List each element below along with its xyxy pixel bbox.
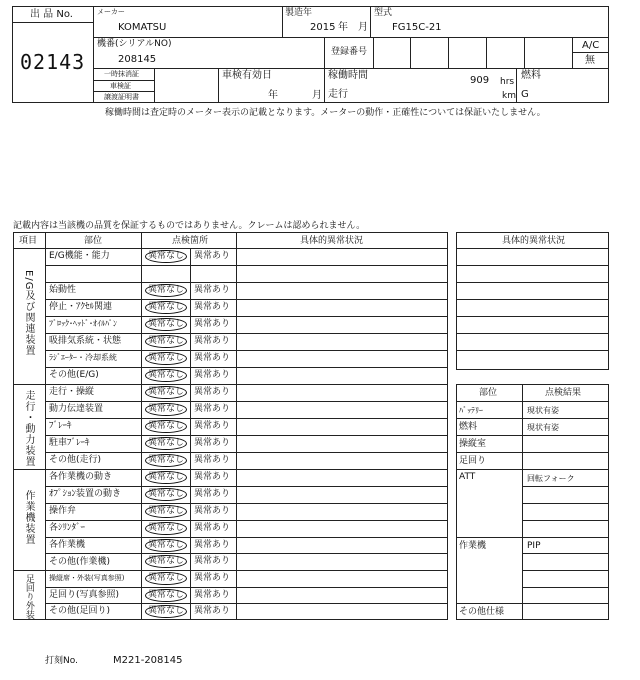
divider — [456, 435, 609, 436]
divider — [324, 37, 325, 68]
col-item-header: 項目 — [19, 236, 38, 246]
year-label: 製造年 — [285, 8, 313, 18]
part-header: 部位 — [479, 388, 498, 398]
temp-cert-label: 一時抹消証 — [104, 70, 139, 78]
row-divider — [45, 520, 448, 521]
expiry-year-unit: 年 — [268, 90, 278, 101]
ok-label: 異常なし — [148, 336, 185, 346]
serial-label: 機番(シリアルNO) — [97, 39, 172, 49]
serial-value: 208145 — [118, 54, 157, 65]
row-divider — [45, 587, 448, 588]
part-label: 操作弁 — [49, 506, 77, 516]
group-title-work: 作業機装置 — [23, 490, 34, 545]
ng-label: 異常あり — [194, 489, 231, 499]
divider — [486, 37, 487, 68]
group-divider — [13, 384, 448, 385]
stamp-label: 打刻No. — [45, 656, 78, 666]
part-label: 足回り(写真参照) — [49, 590, 120, 600]
hours-label: 稼働時間 — [328, 70, 368, 81]
divider — [456, 316, 609, 317]
ok-label: 異常なし — [148, 590, 185, 600]
divider — [456, 452, 609, 453]
divider — [93, 80, 154, 81]
divider — [456, 333, 609, 334]
divider — [522, 570, 609, 571]
result-part: 操縦室 — [459, 439, 487, 449]
divider — [522, 553, 609, 554]
group-title-engine: E/G及び関連装置 — [23, 270, 34, 357]
ac-label: A/C — [582, 40, 600, 51]
ng-label: 異常あり — [194, 438, 231, 448]
ng-label: 異常あり — [194, 606, 231, 616]
row-divider — [45, 316, 448, 317]
year-unit: 年 — [338, 22, 348, 33]
divider — [456, 537, 609, 538]
group-divider — [13, 570, 448, 571]
ok-label: 異常なし — [148, 370, 185, 380]
row-divider — [45, 299, 448, 300]
divider — [456, 248, 609, 249]
part-label: 走行・操縦 — [49, 387, 95, 397]
ok-label: 異常なし — [148, 353, 185, 363]
row-divider — [45, 350, 448, 351]
divider — [370, 6, 371, 37]
divider — [456, 401, 609, 402]
divider — [522, 587, 609, 588]
ok-label: 異常なし — [148, 506, 185, 516]
ng-label: 異常あり — [194, 455, 231, 465]
divider — [236, 232, 237, 620]
divider — [93, 37, 609, 38]
row-divider — [45, 435, 448, 436]
ng-label: 異常あり — [194, 523, 231, 533]
registration-label: 登録番号 — [331, 47, 368, 57]
col-check-header: 点検箇所 — [172, 236, 209, 246]
month-unit: 月 — [358, 22, 368, 33]
divider — [522, 486, 609, 487]
ok-label: 異常なし — [148, 251, 185, 261]
divider — [456, 282, 609, 283]
divider — [45, 232, 46, 620]
maker-value: KOMATSU — [118, 22, 167, 33]
divider — [12, 22, 93, 23]
divider — [456, 418, 609, 419]
ok-label: 異常なし — [148, 472, 185, 482]
divider — [456, 603, 609, 604]
part-label: その他(E/G) — [49, 370, 99, 380]
ac-value: 無 — [585, 55, 595, 66]
part-label: ｵﾌﾟｼｮﾝ装置の動き — [49, 489, 122, 499]
result-value: PIP — [527, 541, 541, 551]
part-label: 吸排気系統・状態 — [49, 336, 122, 346]
part-label: 停止・ｱｸｾﾙ関連 — [49, 302, 113, 312]
hours-unit: hrs — [500, 77, 515, 87]
model-label: 型式 — [374, 8, 393, 18]
ok-label: 異常なし — [148, 438, 185, 448]
col-detail-header: 具体的異常状況 — [300, 236, 364, 246]
maker-label: メーカー — [97, 8, 125, 16]
mileage-unit: km — [502, 91, 516, 101]
divider — [456, 265, 609, 266]
ng-label: 異常あり — [194, 302, 231, 312]
hours-note: 稼働時間は査定時のメーター表示の記載となります。メーターの動作・正確性については保証いたしません。 — [105, 108, 546, 118]
part-label: 各作業機の動き — [49, 472, 113, 482]
group-divider — [13, 469, 448, 470]
transfer-cert-label: 譲渡証明書 — [104, 93, 139, 101]
result-value: 現状有姿 — [527, 423, 559, 432]
fuel-value: G — [521, 89, 529, 100]
part-label: その他(作業機) — [49, 557, 111, 567]
result-header: 点検結果 — [545, 388, 582, 398]
row-divider — [45, 603, 448, 604]
part-label: その他(走行) — [49, 455, 102, 465]
row-divider — [45, 553, 448, 554]
divider — [516, 68, 517, 103]
inspection-expiry-label: 車検有効日 — [222, 70, 272, 81]
divider — [572, 52, 609, 53]
part-label: 各ｼﾘﾝﾀﾞｰ — [49, 523, 86, 533]
part-label: E/G機能・能力 — [49, 251, 110, 261]
divider — [456, 299, 609, 300]
ok-label: 異常なし — [148, 540, 185, 550]
result-part: ﾊﾞｯﾃﾘｰ — [459, 406, 483, 415]
group-title-undercarriage: 足回り外装 — [23, 574, 34, 619]
divider — [141, 232, 142, 620]
row-divider — [45, 537, 448, 538]
part-label: ﾗｼﾞｴｰﾀｰ・冷却系統 — [49, 353, 117, 362]
divider — [282, 6, 283, 37]
ng-label: 異常あり — [194, 370, 231, 380]
part-label: ﾌﾞﾚｰｷ — [49, 421, 72, 431]
quality-note: 記載内容は当該機の品質を保証するものではありません。クレームは認められません。 — [13, 221, 366, 231]
divider — [324, 68, 325, 103]
lot-no-label: 出 品 No. — [30, 9, 73, 20]
part-label: 操縦席・外装(写真参照) — [49, 574, 125, 582]
ok-label: 異常なし — [148, 573, 185, 583]
result-part: その他仕様 — [459, 607, 505, 617]
ok-label: 異常なし — [148, 606, 185, 616]
divider — [448, 37, 449, 68]
row-divider — [45, 265, 448, 266]
row-divider — [45, 367, 448, 368]
header-frame — [12, 6, 609, 103]
row-divider — [45, 503, 448, 504]
result-value: 現状有姿 — [527, 406, 559, 415]
result-part: 燃料 — [459, 422, 478, 432]
part-label: ﾌﾞﾛｯｸ･ﾍｯﾄﾞ･ｵｲﾙﾊﾟﾝ — [49, 319, 117, 328]
ok-label: 異常なし — [148, 489, 185, 499]
ok-label: 異常なし — [148, 319, 185, 329]
divider — [218, 68, 219, 103]
divider — [456, 350, 609, 351]
ng-label: 異常あり — [194, 421, 231, 431]
part-label: 各作業機 — [49, 540, 86, 550]
result-value: 回転フォーク — [527, 474, 575, 483]
part-label: 駐車ﾌﾞﾚｰｷ — [49, 438, 90, 448]
hours-value: 909 — [470, 75, 490, 86]
divider — [373, 37, 374, 68]
divider — [93, 68, 609, 69]
ng-label: 異常あり — [194, 285, 231, 295]
ng-label: 異常あり — [194, 540, 231, 550]
model-value: FG15C-21 — [392, 22, 442, 33]
mileage-label: 走行 — [328, 89, 348, 100]
divider — [522, 520, 609, 521]
fuel-label: 燃料 — [521, 70, 541, 81]
result-part: ATT — [459, 472, 476, 482]
divider — [522, 503, 609, 504]
divider — [13, 248, 448, 249]
divider — [154, 68, 155, 103]
ok-label: 異常なし — [148, 523, 185, 533]
ok-label: 異常なし — [148, 302, 185, 312]
part-label: 動力伝達装置 — [49, 404, 104, 414]
divider — [190, 248, 191, 620]
divider — [93, 91, 154, 92]
divider — [524, 37, 525, 68]
row-divider — [45, 401, 448, 402]
row-divider — [45, 486, 448, 487]
ng-label: 異常あり — [194, 251, 231, 261]
ng-label: 異常あり — [194, 404, 231, 414]
divider — [456, 469, 609, 470]
result-table — [456, 384, 609, 620]
ng-label: 異常あり — [194, 353, 231, 363]
ng-label: 異常あり — [194, 573, 231, 583]
ng-label: 異常あり — [194, 506, 231, 516]
row-divider — [45, 282, 448, 283]
year-value: 2015 — [310, 22, 336, 33]
ng-label: 異常あり — [194, 556, 231, 566]
row-divider — [45, 452, 448, 453]
divider — [410, 37, 411, 68]
lot-no-value: 02143 — [20, 50, 86, 74]
ok-label: 異常なし — [148, 455, 185, 465]
ng-label: 異常あり — [194, 472, 231, 482]
ng-label: 異常あり — [194, 387, 231, 397]
stamp-no: M221-208145 — [113, 655, 183, 666]
divider — [522, 384, 523, 620]
divider — [93, 6, 94, 103]
ok-label: 異常なし — [148, 556, 185, 566]
expiry-month-unit: 月 — [312, 90, 322, 101]
ng-label: 異常あり — [194, 319, 231, 329]
col-part-header: 部位 — [84, 236, 103, 246]
inspection-cert-label: 車検証 — [110, 82, 131, 90]
result-part: 作業機 — [459, 541, 487, 551]
row-divider — [45, 418, 448, 419]
part-label: 始動性 — [49, 285, 77, 295]
result-part: 足回り — [459, 456, 487, 466]
row-divider — [45, 333, 448, 334]
ng-label: 異常あり — [194, 590, 231, 600]
part-label: その他(足回り) — [49, 606, 111, 616]
ok-label: 異常なし — [148, 387, 185, 397]
group-title-drive: 走行・動力装置 — [23, 390, 34, 467]
ok-label: 異常なし — [148, 421, 185, 431]
ng-label: 異常あり — [194, 336, 231, 346]
detail-header: 具体的異常状況 — [502, 236, 566, 246]
ok-label: 異常なし — [148, 404, 185, 414]
ok-label: 異常なし — [148, 285, 185, 295]
